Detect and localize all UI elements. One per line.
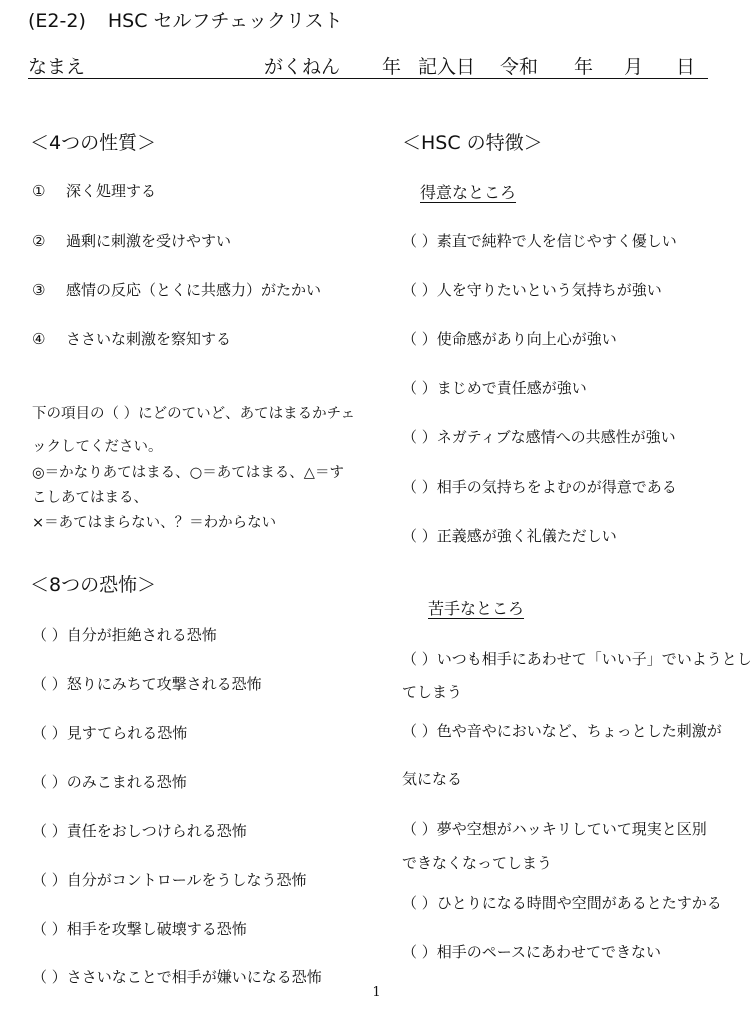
weakness-item-1-cont: てしまう bbox=[402, 683, 463, 701]
fear-item: （ ）怒りにみちて攻撃される恐怖 bbox=[32, 675, 262, 693]
fear-item: （ ）見すてられる恐怖 bbox=[32, 724, 188, 742]
weakness-item-5: （ ）相手のペースにあわせてできない bbox=[402, 943, 662, 961]
grade-unit: 年 bbox=[382, 56, 402, 78]
strength-item: （ ）ネガティブな感情への共感性が強い bbox=[402, 428, 676, 446]
weakness-item-4: （ ）ひとりになる時間や空間があるとたすかる bbox=[402, 894, 722, 912]
weakness-item-2-cont: 気になる bbox=[402, 770, 463, 788]
strength-item: （ ）正義感が強く礼儀ただしい bbox=[402, 527, 617, 545]
instruction-line-1: 下の項目の（ ）にどのていど、あてはまるかチェ bbox=[32, 406, 356, 422]
weaknesses-heading: 苦手なところ bbox=[428, 599, 525, 618]
name-row bbox=[28, 52, 708, 79]
legend-line-3: ×＝あてはまらない、？＝わからない bbox=[32, 515, 277, 531]
legend-line-2: こしあてはまる、 bbox=[32, 490, 148, 506]
weakness-item-2: （ ）色や音やにおいなど、ちょっとした刺激が bbox=[402, 722, 722, 740]
trait-item-3: ③ 感情の反応（とくに共感力）がたかい bbox=[32, 281, 322, 299]
strength-item: （ ）使命感があり向上心が強い bbox=[402, 330, 617, 348]
strength-item: （ ）まじめで責任感が強い bbox=[402, 379, 587, 397]
instruction-line-2: ックしてください。 bbox=[32, 439, 163, 455]
fear-item: （ ）のみこまれる恐怖 bbox=[32, 773, 187, 791]
trait-item-4: ④ ささいな刺激を察知する bbox=[32, 330, 232, 348]
strength-item: （ ）素直で純粋で人を信じやすく優しい bbox=[402, 232, 677, 250]
title-text: HSC セルフチェックリスト bbox=[107, 10, 343, 32]
day-label: 日 bbox=[676, 56, 696, 78]
fear-item: （ ）相手を攻撃し破壊する恐怖 bbox=[32, 920, 247, 938]
name-label: なまえ bbox=[28, 56, 86, 78]
eight-fears-heading: ＜8つの恐怖＞ bbox=[30, 574, 157, 596]
grade-label: がくねん bbox=[264, 56, 341, 78]
weakness-item-1: （ ）いつも相手にあわせて「いい子」でいようとし bbox=[402, 650, 752, 668]
weakness-item-3: （ ）夢や空想がハッキリしていて現実と区別 bbox=[402, 820, 707, 838]
trait-item-1: ① 深く処理する bbox=[32, 182, 157, 200]
trait-item-2: ② 過剰に刺激を受けやすい bbox=[32, 232, 232, 250]
fear-item: （ ）責任をおしつけられる恐怖 bbox=[32, 822, 247, 840]
page-number: 1 bbox=[372, 985, 381, 1000]
era-label: 令和 bbox=[500, 56, 539, 78]
strengths-heading: 得意なところ bbox=[420, 183, 517, 202]
legend-line-1: ◎＝かなりあてはまる、○＝あてはまる、△＝す bbox=[32, 465, 344, 481]
hsc-features-heading: ＜HSC の特徴＞ bbox=[402, 132, 543, 154]
page-title bbox=[28, 6, 343, 33]
weakness-item-3-cont: できなくなってしまう bbox=[402, 854, 553, 872]
fear-item: （ ）自分がコントロールをうしなう恐怖 bbox=[32, 871, 307, 889]
four-traits-heading: ＜4つの性質＞ bbox=[30, 132, 157, 154]
year-label: 年 bbox=[574, 56, 594, 78]
document-code: (E2-2) bbox=[28, 10, 86, 32]
month-label: 月 bbox=[624, 56, 644, 78]
fear-item: （ ）ささいなことで相手が嫌いになる恐怖 bbox=[32, 968, 322, 986]
fear-item: （ ）自分が拒絶される恐怖 bbox=[32, 626, 217, 644]
date-label: 記入日 bbox=[418, 56, 476, 78]
strength-item: （ ）相手の気持ちをよむのが得意である bbox=[402, 478, 677, 496]
strength-item: （ ）人を守りたいという気持ちが強い bbox=[402, 281, 662, 299]
